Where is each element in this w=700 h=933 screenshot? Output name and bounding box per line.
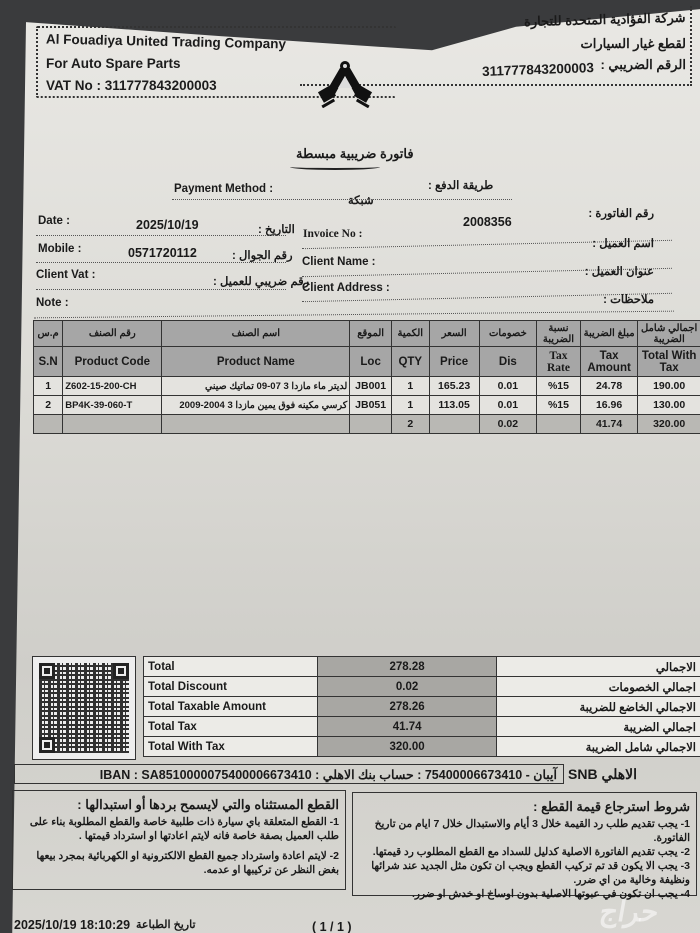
vat-number-en: VAT No : 311777843200003 bbox=[46, 78, 217, 93]
mobile-label-ar: رقم الجوال : bbox=[232, 250, 293, 262]
items-totals-row bbox=[34, 415, 700, 434]
col-qty: QTY bbox=[392, 347, 430, 377]
table-row bbox=[34, 396, 700, 415]
total-label-en: Total bbox=[144, 657, 318, 677]
total-with-tax: 320.00 bbox=[638, 415, 700, 434]
items-header-ar bbox=[34, 321, 700, 347]
client-address-label-ar: عنوان العميل : bbox=[584, 266, 654, 278]
client-address-label-en: Client Address : bbox=[302, 282, 390, 294]
cell-qty: 1 bbox=[392, 377, 430, 396]
total-tax-label-en: Total Tax bbox=[144, 717, 318, 737]
cell-total: 190.00 bbox=[638, 377, 700, 396]
col-dis-ar: خصومات bbox=[479, 321, 536, 347]
non-returnable-item-2: 2- لايتم اعادة واسترداد جميع القطع الالكترونية او الكهربائية بمجرد بيعها بغض النظر عن تركيبها او عدمه. bbox=[36, 850, 339, 876]
col-price: Price bbox=[429, 347, 479, 377]
mobile-value: 0571720112 bbox=[128, 246, 197, 260]
taxable-amount-label-ar: الاجمالي الخاضع للضريبة bbox=[497, 697, 700, 717]
totals-row bbox=[144, 717, 700, 737]
cell-rate: %15 bbox=[537, 396, 581, 415]
non-returnable-terms bbox=[12, 790, 346, 890]
items-table bbox=[33, 320, 700, 434]
payment-method-label-en: Payment Method : bbox=[174, 183, 274, 195]
payment-method-label-ar: طريقة الدفع : bbox=[428, 180, 494, 192]
totals-row bbox=[144, 677, 700, 697]
col-sn: S.N bbox=[34, 347, 63, 377]
total-tax: 41.74 bbox=[580, 415, 637, 434]
col-qty-ar: الكمية bbox=[392, 321, 430, 347]
cell-rate: %15 bbox=[537, 377, 581, 396]
company-subtitle-ar: لقطع غيار السيارات bbox=[580, 36, 686, 51]
cell-loc: JB051 bbox=[350, 396, 392, 415]
refund-terms bbox=[352, 792, 697, 900]
total-discount-label-ar: اجمالي الخصومات bbox=[497, 677, 700, 697]
col-total-ar: اجمالي شامل الضريبة bbox=[638, 321, 700, 347]
refund-terms-title: شروط استرجاع قيمة القطع : bbox=[533, 799, 690, 814]
totals-row bbox=[144, 737, 700, 757]
items-header-en bbox=[34, 347, 700, 377]
snb-bank-logo: SNB الاهلي bbox=[568, 766, 638, 782]
iban-line: IBAN : SA8510000075400006673410 : آيبان - 75400006673410 : حساب بنك الاهلي bbox=[14, 764, 564, 784]
client-name-label-en: Client Name : bbox=[302, 256, 376, 268]
invoice-no-label-en: Invoice No : bbox=[303, 228, 363, 240]
col-name-ar: اسم الصنف bbox=[162, 321, 350, 347]
refund-term-3: 3- يجب الا يكون قد تم تركيب القطع ويجب ان تكون مثل الجديد عند شرائها ونظيفة وخالية من اي ضرر. bbox=[371, 860, 690, 886]
refund-term-1: 1- يجب تقديم طلب رد القيمة خلال 3 أيام والاستبدال خلال 7 ايام من تاريخ الفاتورة. bbox=[374, 818, 690, 844]
cell-code: Z602-15-200-CH bbox=[63, 377, 162, 396]
col-price-ar: السعر bbox=[429, 321, 479, 347]
total-with-tax-label-ar: الاجمالي شامل الضريبة bbox=[497, 737, 700, 757]
total-tax-label-ar: اجمالي الضريبة bbox=[497, 717, 700, 737]
date-value: 2025/10/19 bbox=[136, 218, 199, 232]
qr-code bbox=[32, 656, 136, 760]
company-name-ar: شركة الفؤادية المتحدة للتجارة bbox=[524, 9, 687, 30]
refund-term-4: 4- يجب ان تكون في عبوتها الاصلية بدون اوساخ او خدش او ضرر. bbox=[412, 888, 690, 900]
print-datetime: 2025/10/19 18:10:29 bbox=[14, 918, 131, 932]
vat-number-ar-side: 311777843200003 bbox=[481, 60, 595, 79]
col-name: Product Name bbox=[162, 347, 350, 377]
cell-name: كرسي مكينه فوق يمين مازدا 3 2004-2009 bbox=[162, 396, 350, 415]
cell-dis: 0.01 bbox=[479, 377, 536, 396]
total-tax-value: 41.74 bbox=[318, 717, 497, 737]
cell-tax: 16.96 bbox=[580, 396, 637, 415]
totals-table bbox=[143, 656, 700, 757]
total-label-ar: الاجمالي bbox=[497, 657, 700, 677]
company-name-en: Al Fouadiya United Trading Company bbox=[45, 31, 287, 52]
col-code-ar: رقم الصنف bbox=[63, 321, 162, 347]
non-returnable-title: القطع المستثناه والتي لايسمح بردها أو استبدالها : bbox=[77, 797, 339, 812]
col-code: Product Code bbox=[63, 347, 162, 377]
note-label-ar: ملاحظات : bbox=[603, 294, 654, 306]
invoice-no-value: 2008356 bbox=[463, 215, 512, 229]
mobile-label-en: Mobile : bbox=[38, 243, 82, 255]
date-label-ar: التاريخ : bbox=[258, 224, 295, 236]
print-label-ar: تاريخ الطباعة bbox=[136, 919, 196, 931]
cell-sn: 1 bbox=[34, 377, 63, 396]
note-label-en: Note : bbox=[36, 297, 69, 309]
taxable-amount-value: 278.26 bbox=[318, 697, 497, 717]
date-label-en: Date : bbox=[38, 215, 70, 227]
col-sn-ar: م.س bbox=[34, 321, 63, 347]
total-dis: 0.02 bbox=[479, 415, 536, 434]
total-with-tax-value: 320.00 bbox=[318, 737, 497, 757]
cell-price: 113.05 bbox=[429, 396, 479, 415]
payment-method-value: شبكة bbox=[348, 195, 374, 207]
total-discount-label-en: Total Discount bbox=[144, 677, 318, 697]
taxable-amount-label-en: Total Taxable Amount bbox=[144, 697, 318, 717]
client-name-label-ar: اسم العميل : bbox=[592, 238, 654, 250]
cell-loc: JB001 bbox=[350, 377, 392, 396]
refund-term-2: 2- يجب تقديم الفاتورة الاصلية كدليل للسداد مع القطع المطلوب رد قيمتها. bbox=[372, 846, 690, 858]
cell-sn: 2 bbox=[34, 396, 63, 415]
cell-total: 130.00 bbox=[638, 396, 700, 415]
cell-name: لديتر ماء مازدا 3 07-09 تماتيك صيني bbox=[162, 377, 350, 396]
col-loc-ar: الموقع bbox=[350, 321, 392, 347]
col-rate-ar: نسبة الضريبة bbox=[537, 321, 581, 347]
cell-dis: 0.01 bbox=[479, 396, 536, 415]
cell-price: 165.23 bbox=[429, 377, 479, 396]
col-tax: Tax Amount bbox=[580, 347, 637, 377]
col-total: Total With Tax bbox=[638, 347, 700, 377]
col-tax-ar: مبلغ الضريبة bbox=[580, 321, 637, 347]
vat-label-ar: الرقم الضريبي : bbox=[600, 57, 686, 72]
total-discount-value: 0.02 bbox=[318, 677, 497, 697]
non-returnable-item-1: 1- القطع المتعلقة باي سيارة ذات طلبية خاصة والقطع المطلوبة بناء على طلب العميل بصفة خاصة فانه لايتم اعادتها او استرداد قيمتها . bbox=[29, 816, 339, 842]
document-title: فاتورة ضريبية مبسطة bbox=[296, 146, 414, 161]
totals-row bbox=[144, 697, 700, 717]
cell-qty: 1 bbox=[392, 396, 430, 415]
col-loc: Loc bbox=[350, 347, 392, 377]
cell-code: BP4K-39-060-T bbox=[63, 396, 162, 415]
title-underline bbox=[290, 164, 380, 170]
piston-logo-icon bbox=[318, 58, 378, 108]
total-qty: 2 bbox=[392, 415, 430, 434]
page-indicator: ( 1 / 1 ) bbox=[312, 920, 352, 933]
total-with-tax-label-en: Total With Tax bbox=[144, 737, 318, 757]
client-vat-label-ar: رقم ضريبي للعميل : bbox=[213, 276, 310, 288]
client-vat-label-en: Client Vat : bbox=[36, 269, 96, 281]
total-value: 278.28 bbox=[318, 657, 497, 677]
haraj-watermark: حراج bbox=[597, 896, 662, 927]
col-rate: Tax Rate bbox=[537, 347, 581, 377]
company-subtitle-en: For Auto Spare Parts bbox=[46, 56, 181, 71]
cell-tax: 24.78 bbox=[580, 377, 637, 396]
totals-row bbox=[144, 657, 700, 677]
table-row bbox=[34, 377, 700, 396]
qr-code-icon bbox=[39, 663, 129, 753]
invoice-no-label-ar: رقم الفاتورة : bbox=[588, 208, 654, 220]
col-dis: Dis bbox=[479, 347, 536, 377]
